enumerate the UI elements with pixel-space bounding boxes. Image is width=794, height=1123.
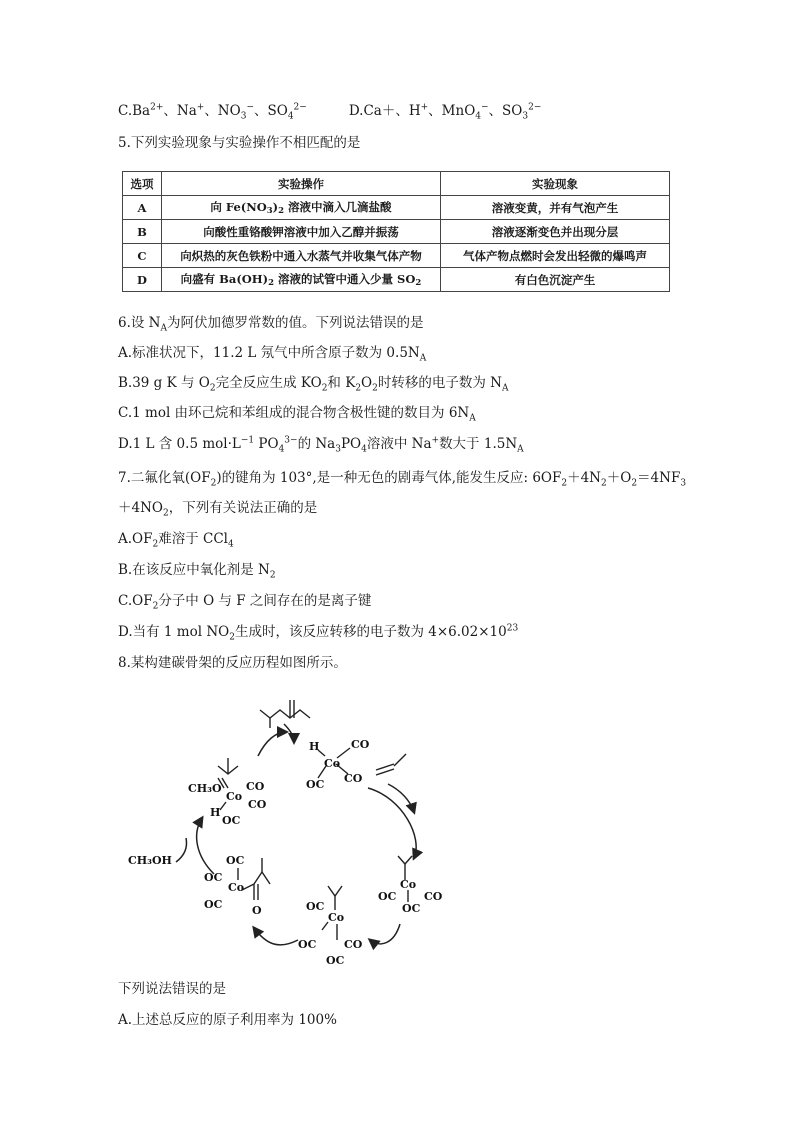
cycle-arrow [370, 924, 400, 944]
table-cell: A [123, 196, 162, 220]
oc-ligand-label: OC [204, 898, 223, 911]
table-header: 实验操作 [162, 172, 441, 196]
cobalt-label: Co [328, 911, 345, 924]
q7-option-d: D.当有 1 mol $NO_2$生成时，该反应转移的电子数为 $4\times 6.02\times 10^{23}$ [118, 623, 519, 643]
q7-option-b: B.在该反应中氧化剂是 $N_2$ [118, 562, 276, 581]
cobalt-label: Co [324, 757, 341, 770]
q6-option-c: C.1 mol 由环己烷和苯组成的混合物含极性键的数目为 $6N_A$ [118, 405, 476, 424]
table-row [123, 268, 670, 292]
table-cell: 气体产物点燃时会发出轻微的爆鸣声 [441, 244, 670, 268]
table-cell: 向 Fe(NO3)2 溶液中滴入几滴盐酸 [162, 196, 441, 220]
methanol-label: CH₃OH [128, 854, 172, 867]
q5-table [122, 171, 670, 292]
q8-stem: 8.某构建碳骨架的反应历程如图所示。 [118, 655, 347, 671]
methanol-arrow [176, 838, 187, 862]
table-header-row [123, 172, 670, 196]
table-header: 选项 [123, 172, 162, 196]
hydride-label: H [309, 740, 320, 753]
q7-stem-line1: 7.二氟化氧$(OF_2)$的键角为 103°,是一种无色的剧毒气体,能发生反应: $6OF_2+4N_2+O_2=4NF_3$ [118, 470, 687, 489]
q4-option-d: D.Ca＋、H+、MnO$_4$−、$SO_3^{2-}$ [348, 102, 542, 122]
cobalt-label: Co [228, 881, 245, 894]
ester-product-structure [260, 700, 310, 728]
table-cell: 溶液逐渐变色并出现分层 [441, 220, 670, 244]
co-ligand-label: CO [344, 772, 363, 785]
table-cell: 溶液变黄，并有气泡产生 [441, 196, 670, 220]
oc-ligand-label: OC [306, 900, 325, 913]
q7-option-a: $A.OF_2$难溶于 CCl$_4$ [118, 531, 234, 550]
cycle-arrow [258, 732, 286, 756]
co-ligand-label: CO [424, 890, 443, 903]
cobalt-label: Co [400, 878, 417, 891]
co-ligand-label: CO [351, 738, 370, 751]
table-cell: 有白色沉淀产生 [441, 268, 670, 292]
table-row [123, 196, 670, 220]
co-ligand-label: CO [248, 798, 267, 811]
propene-arrow [388, 784, 414, 812]
q6-option-a: A.标准状况下，11.2 L 氖气中所含原子数为 $0.5N_A$ [118, 345, 427, 364]
q6-option-b: B.39 g K 与 $O_2$完全反应生成 $KO_2$和 $K_2O_2$时转移的电子数为 $N_A$ [118, 375, 509, 394]
table-cell: 向盛有 Ba(OH)2 溶液的试管中通入少量 SO2 [162, 268, 441, 292]
table-row [123, 244, 670, 268]
oc-ligand-label: OC [326, 954, 345, 967]
table-cell: 向炽热的灰色铁粉中通入水蒸气并收集气体产物 [162, 244, 441, 268]
cobalt-label: Co [226, 790, 243, 803]
oxygen-label: O [252, 904, 262, 917]
oc-ligand-label: OC [226, 854, 245, 867]
hydride-label: H [210, 806, 221, 819]
oc-ligand-label: OC [306, 778, 325, 791]
reaction-mechanism-diagram [118, 678, 478, 972]
oc-ligand-label: OC [222, 814, 241, 827]
q7-stem-line2: $+4NO_2$，下列有关说法正确的是 [118, 500, 318, 519]
table-cell: 向酸性重铬酸钾溶液中加入乙醇并振荡 [162, 220, 441, 244]
q8-option-a: A.上述总反应的原子利用率为 100% [118, 1012, 337, 1028]
table-row [123, 220, 670, 244]
table-cell: C [123, 244, 162, 268]
oc-ligand-label: OC [298, 938, 317, 951]
oc-ligand-label: OC [378, 890, 397, 903]
table-cell: D [123, 268, 162, 292]
cycle-arrow [368, 788, 416, 858]
q6-option-d: D.1 L 含 0.5 $mol\cdot L^{-1}$ $PO_4^{3-}$的 $Na_3PO_4$溶液中 Na+数大于 $1.5N_A$ [118, 435, 524, 455]
cycle-arrow [254, 928, 298, 945]
q4-option-c: $C.Ba^{2+}$、Na+、$NO_3^-$、$SO_4^{2-}$ [118, 102, 307, 122]
methoxy-label: CH₃O [188, 782, 222, 795]
q6-stem: 6.设 $N_A$为阿伏加德罗常数的值。下列说法错误的是 [118, 315, 424, 334]
q5-stem: 5.下列实验现象与实验操作不相匹配的是 [118, 135, 361, 151]
cycle-arrow [197, 818, 214, 874]
q7-option-c: $C.OF_2$分子中 O 与 F 之间存在的是离子键 [118, 593, 372, 612]
co-ligand-label: CO [344, 938, 363, 951]
co-ligand-label: CO [246, 780, 265, 793]
oc-ligand-label: OC [204, 871, 223, 884]
table-cell: B [123, 220, 162, 244]
table-header: 实验现象 [441, 172, 670, 196]
product-arrow [284, 724, 294, 742]
propene-structure [376, 754, 406, 775]
q4-options [118, 102, 541, 120]
q8-question: 下列说法错误的是 [118, 981, 226, 997]
oc-ligand-label: OC [402, 902, 421, 915]
